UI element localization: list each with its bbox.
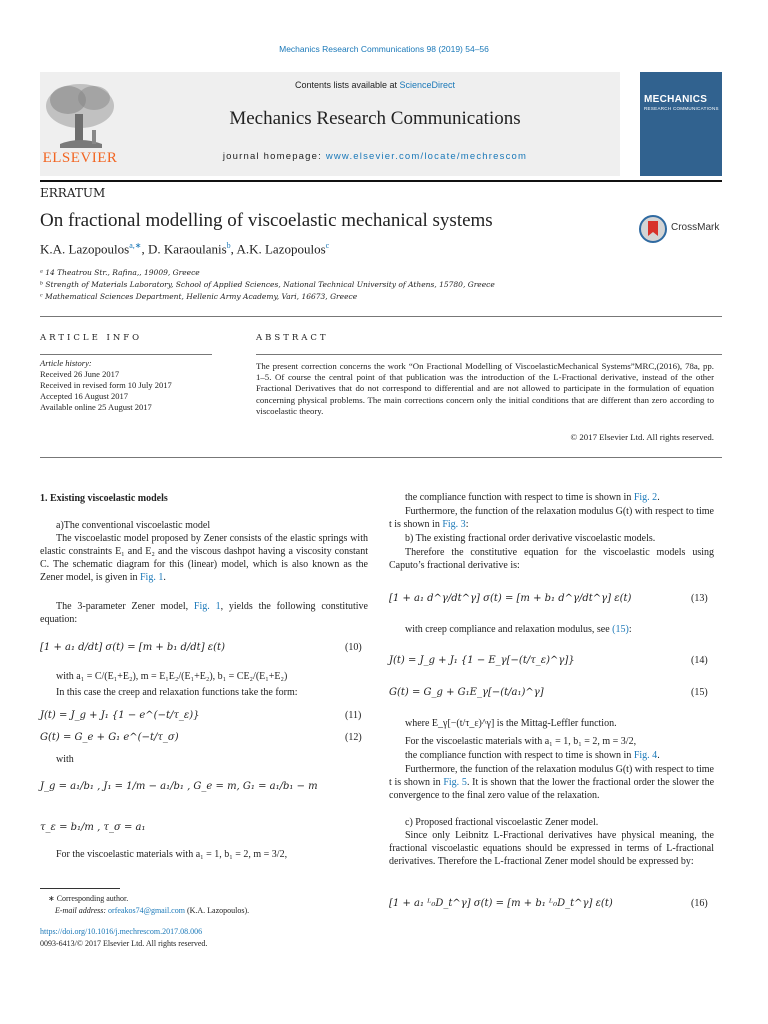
author-name: K.A. Lazopoulos — [40, 241, 130, 257]
paragraph: In this case the creep and relaxation functions take the form: — [56, 687, 298, 698]
article-type: ERRATUM — [40, 186, 106, 200]
equation-number: (12) — [345, 732, 362, 743]
equation: G(t) = G_e + G₁ e^(−t/τ_σ) — [40, 732, 179, 743]
paragraph: the compliance function with respect to time is shown in Fig. 2. — [405, 492, 660, 503]
footnote-email: E-mail address: orfeakos74@gmail.com (K.A. Lazopoulos). — [55, 906, 250, 915]
abstract-copyright: © 2017 Elsevier Ltd. All rights reserved. — [570, 432, 714, 442]
paragraph: The viscoelastic model proposed by Zener consists of the elastic springs with elastic constraints E₁ and E₂ and the viscous dashpot having a viscosity constant C. The schematic diagram for this (linear) model, which is also known as the Zener model, is given in Fig. 1. — [40, 533, 368, 583]
paragraph: b) The existing fractional order derivative viscoelastic models. — [405, 533, 656, 544]
paragraph: with a₁ = C/(E₁+E₂), m = E₁E₂/(E₁+E₂), b₁ = CE₂/(E₁+E₂) — [56, 671, 288, 682]
abstract-text: The present correction concerns the work “On Fractional Modelling of ViscoelasticMechanical Systems”MRC,(2016), 78a, pp. 1–5. Of course the central point of that publication was the introduction of the L-Fractional derivative, instead of the other Fractional Derivatives that do not correspond to differential and are not allowed to participate in the formulation of equation concerning physical problems. The main corrections concern only the initial conditions that are different than zero according to viscoelastic theory. — [256, 361, 714, 416]
equation: J(t) = J_g + J₁ {1 − e^(−t/τ_ε)} — [40, 710, 200, 721]
history-item: Received 26 June 2017 — [40, 369, 120, 379]
figure-link[interactable]: Fig. 1 — [139, 572, 164, 583]
author-list: K.A. Lazopoulos$^{a,∗}$, D. Karaoulanis$^b$, A.K. Lazopoulos$^c$ — [40, 241, 330, 257]
issn-line: 0093-6413/© 2017 Elsevier Ltd. All rights reserved. — [40, 939, 208, 948]
equation-number: (15) — [691, 687, 708, 698]
paragraph: For the viscoelastic materials with a₁ = 1, b₁ = 2, m = 3/2, — [56, 849, 288, 860]
equation-number: (13) — [691, 593, 708, 604]
journal-citation[interactable]: Mechanics Research Communications 98 (2019) 54–56 — [279, 44, 489, 54]
equation: J_g = a₁/b₁ , J₁ = 1/m − a₁/b₁ , G_e = m, G₁ = a₁/b₁ − m — [40, 781, 318, 792]
equation: [1 + a₁ ᴸ₀D_t^γ] σ(t) = [m + b₁ ᴸ₀D_t^γ] ε(t) — [389, 898, 613, 909]
equation-number: (11) — [345, 710, 362, 721]
article-title: On fractional modelling of viscoelastic mechanical systems — [40, 210, 493, 231]
paragraph: Furthermore, the function of the relaxation modulus G(t) with respect to time t is shown in Fig. 5. It is shown that the lower the fractional order the slower the convergence to the final zero value of the relaxation. — [389, 764, 715, 801]
paragraph: The 3-parameter Zener model, Fig. 1, yields the following constitutive equation: — [40, 601, 368, 625]
footnote-rule — [40, 888, 120, 889]
equation-number: (16) — [691, 898, 708, 909]
equation: [1 + a₁ d^γ/dt^γ] σ(t) = [m + b₁ d^γ/dt^γ] ε(t) — [389, 593, 632, 604]
affiliation: ᶜ Mathematical Sciences Department, Hellenic Army Academy, Vari, 16673, Greece — [40, 292, 358, 301]
author-name: A.K. Lazopoulos — [236, 241, 326, 257]
email-link[interactable]: orfeakos74@gmail.com — [108, 906, 185, 915]
author-affil-sup[interactable]: a,∗ — [129, 241, 142, 250]
figure-link[interactable]: Fig. 2 — [633, 492, 658, 503]
abstract-heading: ABSTRACT — [256, 333, 329, 343]
affiliation: ᵃ 14 Theatrou Str., Rafina,, 19009, Greece — [40, 268, 200, 277]
equation: τ_ε = b₁/m , τ_σ = a₁ — [40, 822, 146, 833]
homepage-link[interactable]: www.elsevier.com/locate/mechrescom — [325, 151, 528, 162]
footnote-star: ∗ Corresponding author. — [48, 894, 129, 903]
paragraph: Therefore the constitutive equation for the viscoelastic models using Caputo’s fractional derivative is: — [389, 547, 714, 571]
affiliation: ᵇ Strength of Materials Laboratory, School of Applied Sciences, National Technical University of Athens, 15780, Greece — [40, 280, 495, 289]
paragraph: with creep compliance and relaxation modulus, see (15): — [405, 624, 632, 635]
journal-title: Mechanics Research Communications — [229, 108, 521, 129]
sciencedirect-link[interactable]: ScienceDirect — [399, 80, 456, 90]
cover-subtitle: RESEARCH COMMUNICATIONS — [644, 106, 719, 111]
paragraph: where E_γ[−(t/τ_ε)^γ] is the Mittag-Leffler function. — [405, 718, 617, 729]
figure-link[interactable]: Fig. 1 — [193, 601, 221, 612]
paragraph: For the viscoelastic materials with a₁ = 1, b₁ = 2, m = 3/2, — [405, 736, 637, 747]
author-affil-sup[interactable]: b — [226, 241, 231, 250]
article-info-heading: ARTICLE INFO — [40, 333, 143, 343]
paragraph: the compliance function with respect to time is shown in Fig. 4. — [405, 750, 660, 761]
elsevier-wordmark: ELSEVIER — [42, 150, 118, 166]
equation: G(t) = G_g + G₁E_γ[−(t/a₁)^γ] — [389, 687, 544, 698]
paragraph: with — [56, 754, 74, 765]
equation: [1 + a₁ d/dt] σ(t) = [m + b₁ d/dt] ε(t) — [40, 642, 225, 653]
cover-title: MECHANICS — [644, 94, 708, 105]
figure-link[interactable]: Fig. 4 — [633, 750, 658, 761]
section-heading: 1. Existing viscoelastic models — [40, 493, 168, 504]
history-item: Available online 25 August 2017 — [40, 402, 152, 412]
journal-homepage: journal homepage: www.elsevier.com/locate/mechrescom — [222, 151, 528, 162]
history-item: Accepted 16 August 2017 — [40, 391, 129, 401]
figure-link[interactable]: Fig. 3 — [442, 519, 466, 530]
crossmark-label: CrossMark — [671, 222, 720, 233]
figure-link[interactable]: Fig. 5 — [443, 777, 467, 788]
history-item: Received in revised form 10 July 2017 — [40, 380, 172, 390]
paragraph: Since only Leibnitz L-Fractional derivatives have physical meaning, the fractional viscoelastic equations should be expressed in terms of L-fractional derivatives. Therefore the L-fractional Zener model should be expressed by: — [389, 830, 714, 867]
contents-line: Contents lists available at ScienceDirect — [294, 80, 456, 90]
paragraph: a)The conventional viscoelastic model — [56, 520, 211, 531]
equation: J(t) = J_g + J₁ {1 − E_γ[−(t/τ_ε)^γ]} — [389, 655, 575, 666]
history-label: Article history: — [40, 358, 92, 368]
author-name: D. Karaoulanis — [147, 241, 227, 257]
author-affil-sup[interactable]: c — [325, 241, 330, 250]
equation-link[interactable]: (15) — [612, 624, 629, 635]
paragraph: Furthermore, the function of the relaxation modulus G(t) with respect to time t is shown in Fig. 3: — [389, 506, 714, 530]
paragraph: c) Proposed fractional viscoelastic Zener model. — [405, 817, 599, 828]
doi-link[interactable]: https://doi.org/10.1016/j.mechrescom.2017.08.006 — [40, 927, 203, 936]
equation-number: (14) — [691, 655, 708, 666]
equation-number: (10) — [345, 642, 362, 653]
